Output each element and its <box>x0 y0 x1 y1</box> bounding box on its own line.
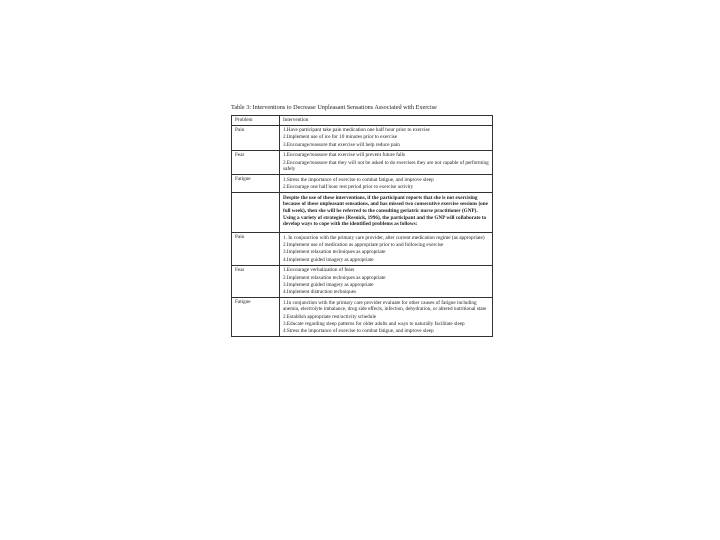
intervention-line: 4.Stress the importance of exercise to combat fatigue, and improve sleep <box>283 327 434 334</box>
intervention-line: 1.Encourage verbalization of fears <box>283 267 355 274</box>
header-intervention: Intervention <box>280 116 493 126</box>
table-row <box>232 150 493 175</box>
intervention-line: 3.Implement guided imagery as appropriate <box>283 281 374 288</box>
referral-note <box>280 193 493 233</box>
intervention-line: 2.Establish appropriate rest/activity schedule <box>283 313 377 320</box>
intervention-line: 2.Implement relaxation techniques as appropriate <box>283 274 386 281</box>
problem-cell: Fatigue <box>232 175 280 193</box>
intervention-cell <box>280 150 493 175</box>
intervention-line: 1.Stress the importance of exercise to combat fatigue, and improve sleep <box>283 176 434 183</box>
problem-cell-empty <box>232 193 280 233</box>
intervention-cell <box>280 233 493 265</box>
intervention-line: 1.Encourage/reassure that exercise will prevent future falls <box>283 152 405 159</box>
intervention-line: 4.Implement guided imagery as appropriate <box>283 256 374 263</box>
table-row <box>232 175 493 193</box>
intervention-line: 3.Implement relaxation techniques as appropriate <box>283 249 386 256</box>
intervention-line: 2.Encourage/reassure that they will not be asked to do exercises they are not capable of performing safely <box>283 159 489 173</box>
intervention-line: 1.Have participant take pain medication one half hour prior to exercise <box>283 127 430 134</box>
table-row <box>232 265 493 297</box>
intervention-line: 1.In conjunction with the primary care provider evaluate for other causes of fatigue including anemia, electrolyte imbalance, drug side effects, infection, dehydration, or altered nutritional state <box>283 299 487 313</box>
problem-cell: Fear <box>232 265 280 297</box>
table-row <box>232 125 493 150</box>
intervention-cell <box>280 175 493 193</box>
document-page <box>231 104 493 337</box>
interventions-table <box>231 115 493 337</box>
table-header-row <box>232 116 493 126</box>
intervention-cell <box>280 298 493 337</box>
intervention-line: 2.Implement use of ice for 10 minutes prior to exercise <box>283 134 398 141</box>
problem-cell: Pain <box>232 125 280 150</box>
problem-cell: Pain <box>232 233 280 265</box>
table-row <box>232 193 493 233</box>
header-problem: Problem <box>232 116 280 126</box>
intervention-line: 3.Encourage/reassure that exercise will help reduce pain <box>283 141 400 148</box>
intervention-line: 2.Implement use of medication as appropriate prior to and following exercise <box>283 242 444 249</box>
intervention-line: 2.Encourage one half hour rest period prior to exercise activity <box>283 184 414 191</box>
intervention-cell <box>280 125 493 150</box>
intervention-cell <box>280 265 493 297</box>
intervention-line: 4.Implement distraction techniques <box>283 288 357 295</box>
problem-cell: Fatigue <box>232 298 280 337</box>
table-row <box>232 298 493 337</box>
intervention-line: 3.Educate regarding sleep patterns for older adults and ways to naturally facilitate sleep <box>283 320 465 327</box>
intervention-line: 1. In conjunction with the primary care provider, alter current medication regime (as appropriate) <box>283 235 485 242</box>
referral-note-text: Despite the use of these interventions, if the participant reports that she is not exercising because of these unpleasant sensations, and has missed two consecutive exercise sessions (one full week), then she will be referred to the consulting geriatric nurse practitioner (GNP). Using a variety of strategies (Resnick, 1996), the participant and the GNP will collaborate to develop ways to cope with the identified problems as follows: <box>283 194 488 228</box>
table-caption: Table 3: Interventions to Decrease Unpleasant Sensations Associated with Exercise <box>231 104 437 111</box>
table-row <box>232 233 493 265</box>
problem-cell: Fear <box>232 150 280 175</box>
